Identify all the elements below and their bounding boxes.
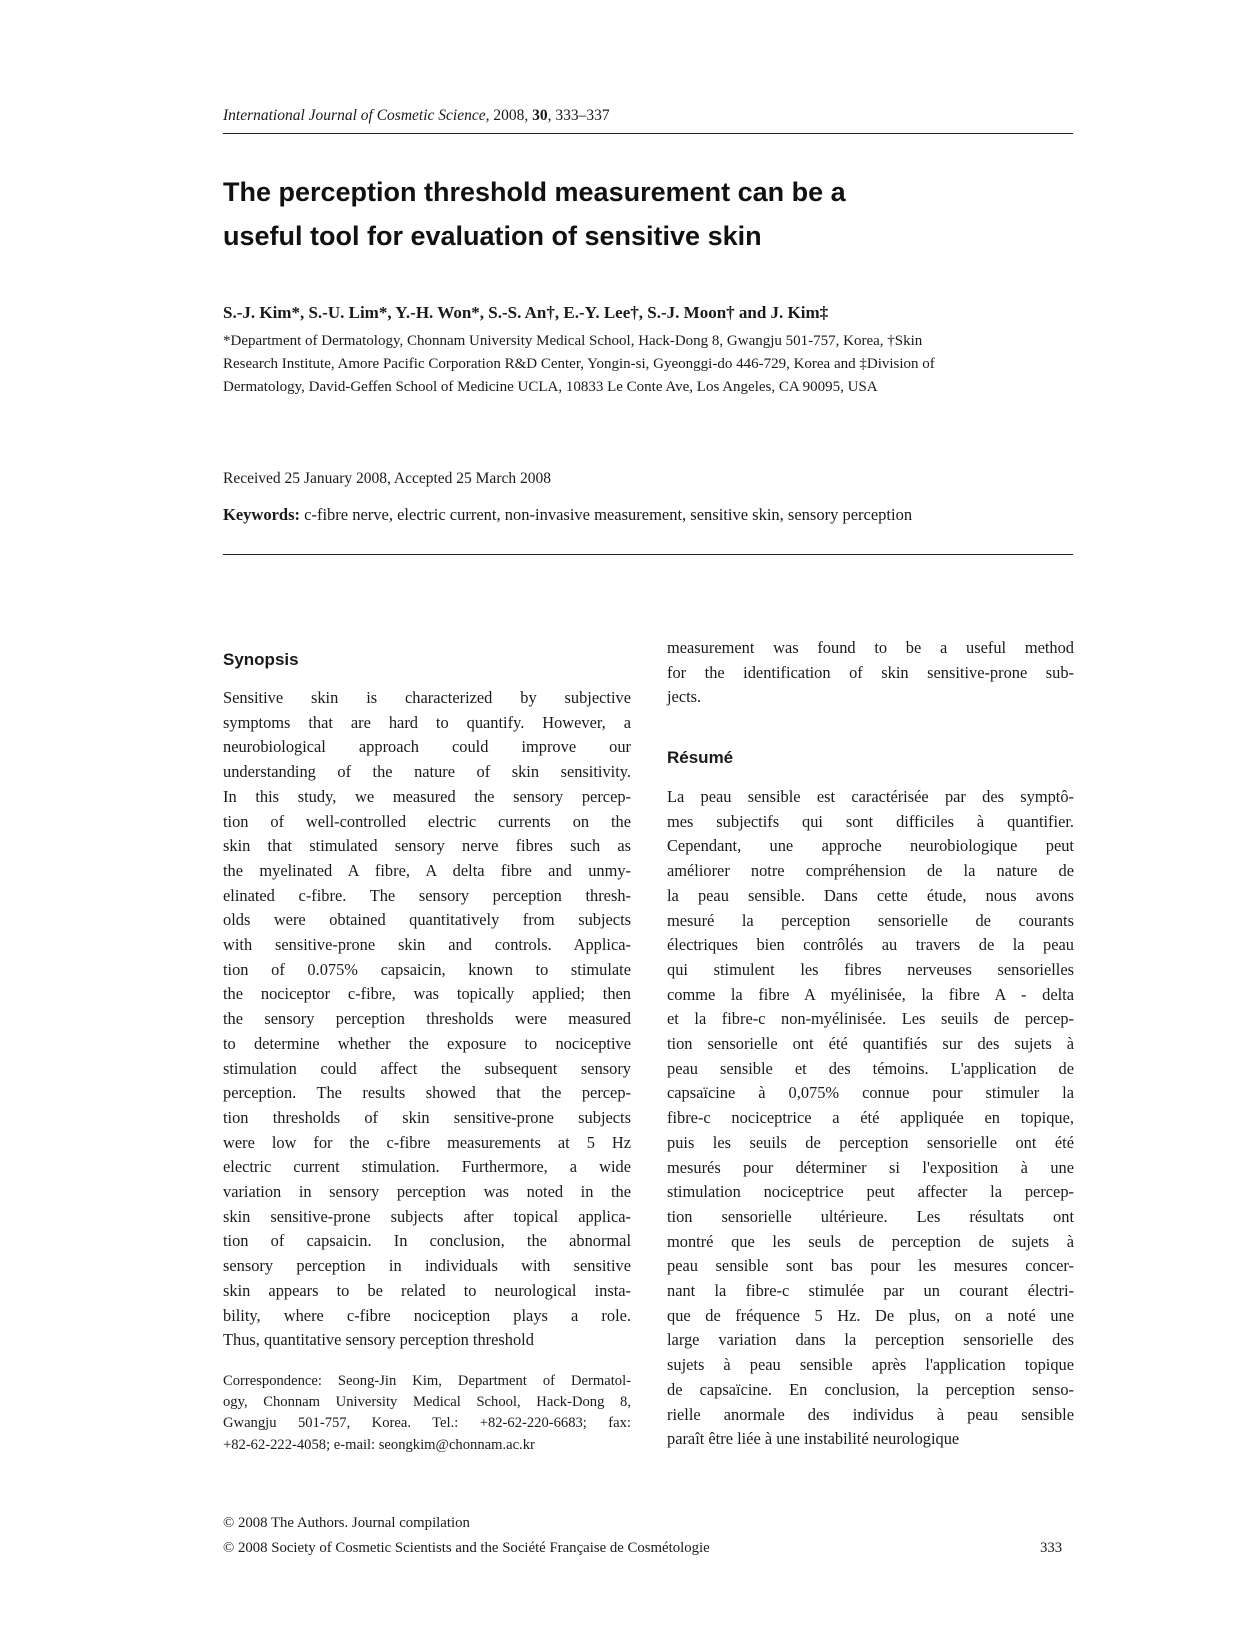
- resume-heading: Résumé: [667, 748, 734, 767]
- resume-line: sujets à peau sensible après l'application topique: [667, 1355, 1074, 1375]
- correspondence-line: +82-62-222-4058; e-mail: seongkim@chonnam.ac.kr: [223, 1436, 535, 1453]
- keywords-label: Keywords:: [223, 505, 300, 524]
- resume-line: fibre-c nociceptrice a été appliquée en topique,: [667, 1108, 1074, 1128]
- synopsis-line: tion of capsaicin. In conclusion, the abnormal: [223, 1231, 631, 1251]
- synopsis-line: skin sensitive-prone subjects after topical applica-: [223, 1206, 631, 1226]
- resume-line: mesurés pour déterminer si l'exposition à une: [667, 1157, 1074, 1177]
- synopsis-line: Thus, quantitative sensory perception threshold: [223, 1330, 534, 1350]
- synopsis-line: neurobiological approach could improve our: [223, 737, 631, 757]
- synopsis-line: the myelinated A fibre, A delta fibre and unmy-: [223, 860, 631, 880]
- resume-line: mesuré la perception sensorielle de courants: [667, 910, 1074, 930]
- resume-line: tion sensorielle ultérieure. Les résultats ont: [667, 1206, 1074, 1226]
- resume-line: qui stimulent les fibres nerveuses sensorielles: [667, 959, 1074, 979]
- synopsis-line: bility, where c-fibre nociception plays a role.: [223, 1305, 631, 1325]
- article-title: [223, 170, 1073, 258]
- resume-line: nant la fibre-c stimulée par un courant électri-: [667, 1281, 1074, 1301]
- synopsis-line: to determine whether the exposure to nociceptive: [223, 1033, 631, 1053]
- resume-body: [667, 785, 1074, 1452]
- resume-line: la peau sensible. Dans cette étude, nous avons: [667, 885, 1074, 905]
- synopsis-line: perception. The results showed that the percep-: [223, 1083, 631, 1103]
- synopsis-line: electric current stimulation. Furthermore, a wide: [223, 1157, 631, 1177]
- resume-line: tion sensorielle ont été quantifiés sur des sujets à: [667, 1034, 1074, 1054]
- journal-citation: [223, 107, 610, 125]
- synopsis-line: skin that stimulated sensory nerve fibres such as: [223, 836, 631, 856]
- resume-line: La peau sensible est caractérisée par des symptô-: [667, 787, 1074, 806]
- synopsis-line: with sensitive-prone skin and controls. Applica-: [223, 935, 631, 955]
- synopsis-line: In this study, we measured the sensory percep-: [223, 786, 631, 806]
- synopsis-line: symptoms that are hard to quantify. However, a: [223, 712, 631, 732]
- journal-year: , 2008,: [485, 107, 533, 124]
- synopsis-continuation: [667, 636, 1074, 710]
- resume-line: mes subjectifs qui sont difficiles à quantifier.: [667, 811, 1074, 831]
- received-dates: Received 25 January 2008, Accepted 25 March 2008: [223, 470, 551, 487]
- title-line: useful tool for evaluation of sensitive skin: [223, 221, 762, 251]
- copyright-line-1: © 2008 The Authors. Journal compilation: [223, 1515, 470, 1531]
- affiliations: [223, 330, 1083, 399]
- synopsis-line: Sensitive skin is characterized by subjective: [223, 688, 631, 707]
- affiliation-line: Research Institute, Amore Pacific Corporation R&D Center, Yongin-si, Gyeonggi-do 446-729, Korea and ‡Division of: [223, 356, 935, 372]
- resume-line: que de fréquence 5 Hz. De plus, on a noté une: [667, 1305, 1074, 1325]
- synopsis-line: for the identification of skin sensitive-prone sub-: [667, 662, 1074, 682]
- synopsis-line: stimulation could affect the subsequent sensory: [223, 1058, 631, 1078]
- journal-pages: , 333–337: [547, 107, 610, 124]
- synopsis-line: measurement was found to be a useful method: [667, 638, 1074, 657]
- journal-name: International Journal of Cosmetic Science: [223, 107, 486, 124]
- correspondence-line: Correspondence: Seong-Jin Kim, Department of Dermatol-: [223, 1373, 631, 1389]
- synopsis-line: the sensory perception thresholds were measured: [223, 1009, 631, 1029]
- synopsis-heading: Synopsis: [223, 650, 299, 669]
- resume-line: de capsaïcine. En conclusion, la perception senso-: [667, 1379, 1074, 1399]
- resume-line: Cependant, une approche neurobiologique peut: [667, 836, 1074, 856]
- synopsis-line: elinated c-fibre. The sensory perception thresh-: [223, 885, 631, 905]
- synopsis-line: tion thresholds of skin sensitive-prone subjects: [223, 1107, 631, 1127]
- resume-line: comme la fibre A myélinisée, la fibre A - delta: [667, 984, 1074, 1004]
- resume-line: stimulation nociceptrice peut affecter la percep-: [667, 1182, 1074, 1202]
- resume-line: rielle anormale des individus à peau sensible: [667, 1404, 1074, 1424]
- title-line: The perception threshold measurement can be a: [223, 177, 846, 207]
- resume-line: montré que les seuls de perception de sujets à: [667, 1231, 1074, 1251]
- synopsis-line: olds were obtained quantitatively from subjects: [223, 910, 631, 930]
- synopsis-line: variation in sensory perception was noted in the: [223, 1182, 631, 1202]
- resume-line: paraît être liée à une instabilité neurologique: [667, 1429, 960, 1449]
- synopsis-body: [223, 686, 631, 1353]
- author-list: S.-J. Kim*, S.-U. Lim*, Y.-H. Won*, S.-S. An†, E.-Y. Lee†, S.-J. Moon† and J. Kim‡: [223, 303, 829, 322]
- synopsis-line: tion of 0.075% capsaicin, known to stimulate: [223, 959, 631, 979]
- synopsis-line: jects.: [667, 687, 702, 707]
- correspondence-line: Gwangju 501-757, Korea. Tel.: +82-62-220-6683; fax:: [223, 1415, 631, 1432]
- synopsis-line: sensory perception in individuals with sensitive: [223, 1256, 631, 1276]
- synopsis-line: skin appears to be related to neurological insta-: [223, 1280, 631, 1300]
- resume-line: électriques bien contrôlés au travers de la peau: [667, 935, 1074, 955]
- synopsis-line: the nociceptor c-fibre, was topically applied; then: [223, 984, 631, 1004]
- resume-line: peau sensible sont bas pour les mesures concer-: [667, 1256, 1074, 1276]
- affiliation-line: Dermatology, David-Geffen School of Medicine UCLA, 10833 Le Conte Ave, Los Angeles, CA 90095, USA: [223, 379, 878, 395]
- synopsis-line: were low for the c-fibre measurements at 5 Hz: [223, 1132, 631, 1152]
- resume-line: large variation dans la perception sensorielle des: [667, 1330, 1074, 1350]
- keywords-rule: [223, 554, 1073, 555]
- keywords: [223, 505, 912, 525]
- resume-line: et la fibre-c non-myélinisée. Les seuils de percep-: [667, 1009, 1074, 1029]
- resume-line: améliorer notre compréhension de la nature de: [667, 861, 1074, 881]
- keywords-list: c-fibre nerve, electric current, non-invasive measurement, sensitive skin, sensory perception: [304, 505, 913, 524]
- journal-volume: 30: [532, 107, 548, 124]
- correspondence-line: ogy, Chonnam University Medical School, Hack-Dong 8,: [223, 1394, 631, 1411]
- resume-line: puis les seuils de perception sensorielle ont été: [667, 1132, 1074, 1152]
- resume-line: capsaïcine à 0,075% connue pour stimuler la: [667, 1083, 1074, 1103]
- correspondence: [223, 1371, 631, 1456]
- resume-line: peau sensible et des témoins. L'application de: [667, 1058, 1074, 1078]
- synopsis-line: tion of well-controlled electric currents on the: [223, 811, 631, 831]
- header-rule: [223, 133, 1073, 134]
- synopsis-line: understanding of the nature of skin sensitivity.: [223, 762, 631, 782]
- copyright-line-2: © 2008 Society of Cosmetic Scientists and the Société Française de Cosmétologie: [223, 1540, 710, 1556]
- page-number: 333: [1040, 1540, 1063, 1556]
- affiliation-line: *Department of Dermatology, Chonnam University Medical School, Hack-Dong 8, Gwangju 501-757, Korea, †Skin: [223, 333, 923, 349]
